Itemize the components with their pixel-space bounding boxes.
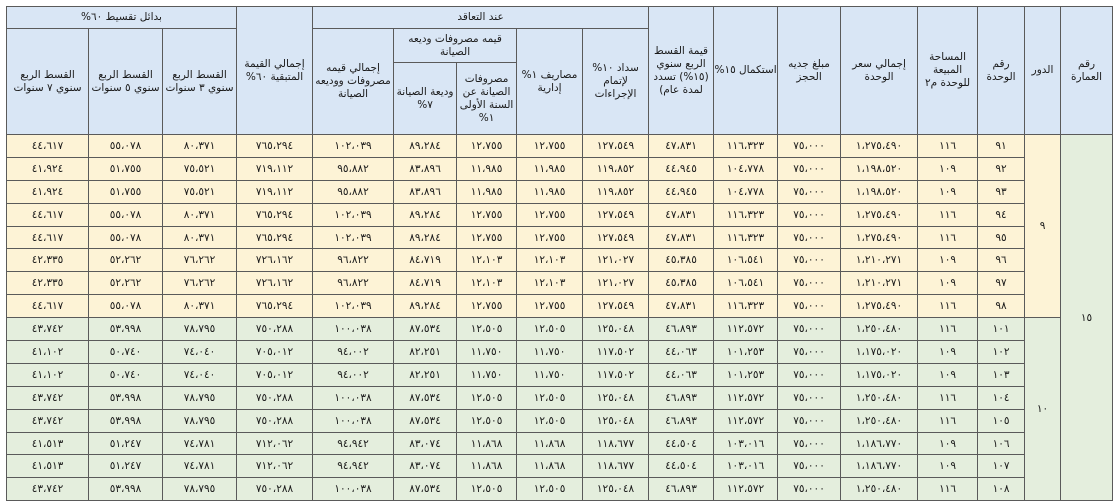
table-cell: ١١،٩٨٥ [517, 180, 583, 203]
header-area: المساحة المبيعة للوحدة م٢ [918, 7, 978, 135]
table-cell: ٧٥،٠٠٠ [778, 409, 841, 432]
table-cell: ٥٥،٠٧٨ [89, 135, 163, 158]
table-cell: ٧٥،٠٠٠ [778, 180, 841, 203]
table-row [7, 295, 1113, 318]
table-cell: ٤٦،٨٩٣ [649, 386, 714, 409]
table-cell: ١٢،٥٠٥ [517, 409, 583, 432]
table-cell: ٧٨،٧٩٥ [163, 386, 237, 409]
table-cell: ٤١،٥١٣ [7, 455, 89, 478]
table-cell: ٧٠٥،٠١٢ [237, 363, 313, 386]
table-cell: ١٠٩ [918, 249, 978, 272]
table-row [7, 272, 1113, 295]
table-cell: ٥٢،٢٦٢ [89, 249, 163, 272]
header-procedures-10: سداد ١٠% لإتمام الإجراءات [583, 29, 649, 135]
table-cell: ٤٣،٧٤٢ [7, 318, 89, 341]
table-cell: ٩٤،٠٠٢ [313, 363, 394, 386]
table-cell: ١،١٧٥،٠٢٠ [841, 341, 918, 364]
table-cell: ١٢،٥٠٥ [457, 386, 517, 409]
table-cell: ٤٤،٩٤٥ [649, 180, 714, 203]
table-cell: ٧٦،٢٦٢ [163, 249, 237, 272]
table-cell: ١٢،٧٥٥ [517, 135, 583, 158]
table-cell: ١٢١،٠٢٧ [583, 249, 649, 272]
table-cell: ١٠١،٢٥٣ [714, 341, 778, 364]
table-cell: ١٠٩ [918, 180, 978, 203]
table-cell: ١،٢٥٠،٤٨٠ [841, 386, 918, 409]
table-cell: ١١٦،٣٢٣ [714, 226, 778, 249]
table-cell: ١٢٥،٠٤٨ [583, 318, 649, 341]
table-cell: ٧٢٦،١٦٢ [237, 272, 313, 295]
table-cell: ١٠٠،٠٣٨ [313, 386, 394, 409]
table-cell: ١،٢٧٥،٤٩٠ [841, 295, 918, 318]
table-cell: ٥٣،٩٩٨ [89, 409, 163, 432]
table-cell: ١،١٨٦،٧٧٠ [841, 432, 918, 455]
table-cell: ١١٩،٨٥٢ [583, 180, 649, 203]
table-cell: ٤٤،٦١٧ [7, 135, 89, 158]
table-cell: ٥١،٢٤٧ [89, 455, 163, 478]
table-cell: ٩٦ [978, 249, 1025, 272]
table-cell: ٧٥،٠٠٠ [778, 203, 841, 226]
table-cell: ٨٩،٢٨٤ [394, 295, 457, 318]
header-floor: الدور [1025, 7, 1061, 135]
table-cell: ١٠٩ [918, 157, 978, 180]
table-cell: ٩٤،٩٤٢ [313, 455, 394, 478]
table-cell: ١١،٧٥٠ [457, 341, 517, 364]
table-cell: ٤٤،٩٤٥ [649, 157, 714, 180]
table-cell: ١١٦ [918, 386, 978, 409]
table-cell: ١١٦ [918, 203, 978, 226]
table-row [7, 409, 1113, 432]
header-inst-3y: القسط الربع سنوي ٣ سنوات [163, 29, 237, 135]
price-table-wrapper [6, 6, 1103, 501]
table-cell: ٧٨،٧٩٥ [163, 478, 237, 501]
table-cell: ٥٣،٩٩٨ [89, 478, 163, 501]
table-cell: ٧٤،٠٤٠ [163, 341, 237, 364]
table-cell: ٥٣،٩٩٨ [89, 386, 163, 409]
table-cell: ٧٥٠،٢٨٨ [237, 386, 313, 409]
table-cell: ١٠٤ [978, 386, 1025, 409]
table-row [7, 180, 1113, 203]
table-cell: ١٠٤،٧٧٨ [714, 157, 778, 180]
table-cell: ١٢،٧٥٥ [457, 295, 517, 318]
table-cell: ١٢،١٠٣ [457, 272, 517, 295]
table-cell: ١١٦ [918, 318, 978, 341]
table-cell: ١٢٥،٠٤٨ [583, 386, 649, 409]
table-cell: ٧٥،٠٠٠ [778, 386, 841, 409]
table-cell: ١١٢،٥٧٢ [714, 386, 778, 409]
table-cell: ٧٥،٠٠٠ [778, 226, 841, 249]
table-cell: ١٢،٥٠٥ [457, 478, 517, 501]
table-cell: ٨٠،٣٧١ [163, 295, 237, 318]
table-cell: ١١٨،٦٧٧ [583, 455, 649, 478]
table-cell: ٧١٢،٠٦٢ [237, 455, 313, 478]
table-cell: ١٠٩ [918, 432, 978, 455]
table-cell: ٤٣،٧٤٢ [7, 478, 89, 501]
table-cell: ١٢،٥٠٥ [517, 478, 583, 501]
table-row [7, 249, 1113, 272]
table-cell: ٨٣،٠٧٤ [394, 455, 457, 478]
table-cell: ٩٥ [978, 226, 1025, 249]
table-cell: ١٠٢،٠٣٩ [313, 295, 394, 318]
table-cell: ١١،٨٦٨ [517, 432, 583, 455]
table-cell: ٩٤ [978, 203, 1025, 226]
table-cell: ٧٥،٠٠٠ [778, 432, 841, 455]
header-alternatives-60: بدائل تقسيط ٦٠% [7, 7, 237, 29]
table-cell: ١٠٥ [978, 409, 1025, 432]
table-cell: ٤٢،٣٣٥ [7, 272, 89, 295]
table-cell: ١،٢١٠،٢٧١ [841, 249, 918, 272]
table-cell: ١٠٠،٠٣٨ [313, 409, 394, 432]
table-cell: ٩٦،٨٢٢ [313, 272, 394, 295]
table-cell: ٨٤،٧١٩ [394, 249, 457, 272]
table-cell: ١٠٢،٠٣٩ [313, 203, 394, 226]
table-cell: ١٢،٥٠٥ [457, 409, 517, 432]
table-cell: ١١٢،٥٧٢ [714, 478, 778, 501]
table-cell: ٧٥،٠٠٠ [778, 272, 841, 295]
table-cell: ٤٤،٠٦٣ [649, 341, 714, 364]
table-cell: ٥٠،٧٤٠ [89, 341, 163, 364]
table-cell: ١،٢١٠،٢٧١ [841, 272, 918, 295]
table-cell: ١٢،٧٥٥ [517, 226, 583, 249]
header-maint-deposit-7: وديعة الصيانة ٧% [394, 63, 457, 135]
table-cell: ١٠١،٢٥٣ [714, 363, 778, 386]
header-total-maint: إجمالي قيمه مصروفات ووديعه الصيانة [313, 29, 394, 135]
table-cell: ٧٥،٠٠٠ [778, 478, 841, 501]
table-cell: ٩٣ [978, 180, 1025, 203]
table-row [7, 341, 1113, 364]
table-cell: ١٠٩ [918, 455, 978, 478]
table-cell: ٧٨،٧٩٥ [163, 318, 237, 341]
table-cell: ١،٢٧٥،٤٩٠ [841, 226, 918, 249]
header-maint-group: قيمه مصروفات وديعه الصيانة [394, 29, 517, 63]
table-cell: ٥٥،٠٧٨ [89, 295, 163, 318]
table-row [7, 318, 1113, 341]
table-cell: ١٠٣،٠١٦ [714, 432, 778, 455]
table-cell: ٥٣،٩٩٨ [89, 318, 163, 341]
table-cell: ١١٢،٥٧٢ [714, 409, 778, 432]
table-cell: ١١٦،٣٢٣ [714, 295, 778, 318]
table-cell: ٩٦،٨٢٢ [313, 249, 394, 272]
table-cell: ١١٩،٨٥٢ [583, 157, 649, 180]
header-at-contract: عند التعاقد [313, 7, 649, 29]
table-cell: ١١٦ [918, 135, 978, 158]
table-cell: ٧٦٥،٢٩٤ [237, 226, 313, 249]
table-cell: ٩٥،٨٨٢ [313, 180, 394, 203]
table-cell: ١١،٧٥٠ [457, 363, 517, 386]
header-complete-15: استكمال ١٥% [714, 7, 778, 135]
table-cell: ٧٥،٠٠٠ [778, 341, 841, 364]
table-cell: ٧٥،٥٢١ [163, 180, 237, 203]
table-cell: ١٢٧،٥٤٩ [583, 226, 649, 249]
table-cell: ٤٣،٧٤٢ [7, 386, 89, 409]
table-cell: ٧٢٦،١٦٢ [237, 249, 313, 272]
table-cell: ٤٢،٣٣٥ [7, 249, 89, 272]
table-cell: ٨٠،٣٧١ [163, 203, 237, 226]
table-cell: ٨٩،٢٨٤ [394, 135, 457, 158]
table-cell: ٨٤،٧١٩ [394, 272, 457, 295]
table-cell: ١٢٥،٠٤٨ [583, 409, 649, 432]
table-cell: ١،٢٥٠،٤٨٠ [841, 409, 918, 432]
table-row [7, 226, 1113, 249]
table-cell: ٤٧،٨٣١ [649, 135, 714, 158]
table-cell: ٩١ [978, 135, 1025, 158]
table-cell: ١،١٩٨،٥٢٠ [841, 180, 918, 203]
header-total-remaining-60: إجمالي القيمة المتبقية ٦٠% [237, 7, 313, 135]
table-cell: ١١٦ [918, 478, 978, 501]
floor-cell: ٩ [1025, 135, 1061, 318]
table-cell: ٧١٢،٠٦٢ [237, 432, 313, 455]
table-cell: ٤٧،٨٣١ [649, 295, 714, 318]
table-row [7, 363, 1113, 386]
table-cell: ١٢،٧٥٥ [457, 226, 517, 249]
table-cell: ٤٤،٦١٧ [7, 226, 89, 249]
table-cell: ١٢٧،٥٤٩ [583, 295, 649, 318]
table-cell: ١١٨،٦٧٧ [583, 432, 649, 455]
table-cell: ١١٦ [918, 409, 978, 432]
table-cell: ٤١،٩٢٤ [7, 180, 89, 203]
table-row [7, 157, 1113, 180]
table-cell: ١٠٩ [918, 341, 978, 364]
table-cell: ٩٨ [978, 295, 1025, 318]
table-cell: ٤٣،٧٤٢ [7, 409, 89, 432]
table-body [7, 135, 1113, 501]
table-cell: ١٠٧ [978, 455, 1025, 478]
table-cell: ١٢٧،٥٤٩ [583, 203, 649, 226]
table-cell: ٧١٩،١١٢ [237, 157, 313, 180]
table-cell: ١٢١،٠٢٧ [583, 272, 649, 295]
table-cell: ١١٦ [918, 295, 978, 318]
table-cell: ٤٤،٦١٧ [7, 203, 89, 226]
table-cell: ٤١،١٠٢ [7, 341, 89, 364]
building-number-cell: ١٥ [1061, 135, 1113, 501]
header-total-price: إجمالي سعر الوحدة [841, 7, 918, 135]
table-cell: ١٠٣،٠١٦ [714, 455, 778, 478]
header-inst-7y: القسط الربع سنوي ٧ سنوات [7, 29, 89, 135]
header-quarter-installment: قيمة القسط الربع سنوي (١٥%) تسدد لمدة عام) [649, 7, 714, 135]
table-cell: ٧٦٥،٢٩٤ [237, 135, 313, 158]
table-cell: ١٠١ [978, 318, 1025, 341]
table-cell: ٧٠٥،٠١٢ [237, 341, 313, 364]
table-cell: ٧٥،٠٠٠ [778, 318, 841, 341]
table-cell: ١١،٨٦٨ [457, 432, 517, 455]
table-cell: ٩٤،٩٤٢ [313, 432, 394, 455]
table-cell: ٥٥،٠٧٨ [89, 226, 163, 249]
table-cell: ٧٨،٧٩٥ [163, 409, 237, 432]
table-cell: ٤١،١٠٢ [7, 363, 89, 386]
table-cell: ١١،٧٥٠ [517, 363, 583, 386]
table-cell: ٤٥،٣٨٥ [649, 249, 714, 272]
table-cell: ٥٢،٢٦٢ [89, 272, 163, 295]
table-cell: ٥١،٢٤٧ [89, 432, 163, 455]
table-cell: ١٠٠،٠٣٨ [313, 478, 394, 501]
table-cell: ١٠٤،٧٧٨ [714, 180, 778, 203]
floor-cell: ١٠ [1025, 318, 1061, 501]
table-cell: ٧٥،٠٠٠ [778, 249, 841, 272]
table-cell: ٤٥،٣٨٥ [649, 272, 714, 295]
table-cell: ٥٥،٠٧٨ [89, 203, 163, 226]
table-cell: ٩٧ [978, 272, 1025, 295]
table-cell: ١٠٢،٠٣٩ [313, 226, 394, 249]
table-cell: ١٠٦،٥٤١ [714, 249, 778, 272]
table-cell: ١٠٨ [978, 478, 1025, 501]
table-row [7, 386, 1113, 409]
table-cell: ٧٦٥،٢٩٤ [237, 203, 313, 226]
table-cell: ١١٦ [918, 226, 978, 249]
table-cell: ١٠٢،٠٣٩ [313, 135, 394, 158]
table-cell: ٤٤،٠٦٣ [649, 363, 714, 386]
table-cell: ١٢،١٠٣ [457, 249, 517, 272]
table-cell: ٥١،٧٥٥ [89, 157, 163, 180]
table-cell: ٨٣،٨٩٦ [394, 157, 457, 180]
table-cell: ٧٥٠،٢٨٨ [237, 318, 313, 341]
table-cell: ١١،٩٨٥ [517, 157, 583, 180]
table-cell: ٤٦،٨٩٣ [649, 318, 714, 341]
table-cell: ٨٧،٥٣٤ [394, 386, 457, 409]
table-cell: ٧١٩،١١٢ [237, 180, 313, 203]
table-cell: ٨٢،٢٥١ [394, 341, 457, 364]
table-cell: ٨٠،٣٧١ [163, 226, 237, 249]
table-row [7, 455, 1113, 478]
table-row [7, 432, 1113, 455]
table-cell: ١٠٣ [978, 363, 1025, 386]
table-cell: ١،١٧٥،٠٢٠ [841, 363, 918, 386]
table-cell: ١،٢٧٥،٤٩٠ [841, 135, 918, 158]
header-booking: مبلغ جديه الحجز [778, 7, 841, 135]
table-cell: ٤١،٥١٣ [7, 432, 89, 455]
table-row [7, 203, 1113, 226]
table-cell: ١١٧،٥٠٢ [583, 341, 649, 364]
table-cell: ١١٧،٥٠٢ [583, 363, 649, 386]
table-cell: ١٢،٥٠٥ [517, 386, 583, 409]
table-cell: ٤٦،٨٩٣ [649, 478, 714, 501]
table-cell: ١١،٨٦٨ [457, 455, 517, 478]
table-cell: ٨٠،٣٧١ [163, 135, 237, 158]
header-building-no: رقم العمارة [1061, 7, 1113, 135]
table-cell: ٤٤،٥٠٤ [649, 455, 714, 478]
table-cell: ٧٥،٠٠٠ [778, 135, 841, 158]
table-cell: ٧٥،٠٠٠ [778, 363, 841, 386]
table-cell: ١١٦،٣٢٣ [714, 135, 778, 158]
table-cell: ١٢،١٠٣ [517, 272, 583, 295]
table-cell: ١٠٩ [918, 272, 978, 295]
table-cell: ٨٣،٨٩٦ [394, 180, 457, 203]
table-cell: ١٢،٥٠٥ [457, 318, 517, 341]
table-cell: ٤٧،٨٣١ [649, 226, 714, 249]
table-cell: ٤٦،٨٩٣ [649, 409, 714, 432]
table-cell: ٨٧،٥٣٤ [394, 478, 457, 501]
table-cell: ٨٣،٠٧٤ [394, 432, 457, 455]
table-cell: ١٢،٧٥٥ [517, 203, 583, 226]
table-cell: ٨٧،٥٣٤ [394, 318, 457, 341]
table-row [7, 135, 1113, 158]
header-unit-no: رقم الوحدة [978, 7, 1025, 135]
table-cell: ٩٥،٨٨٢ [313, 157, 394, 180]
table-cell: ١١،٨٦٨ [517, 455, 583, 478]
table-cell: ٧٥٠،٢٨٨ [237, 409, 313, 432]
table-cell: ٧٤،٠٤٠ [163, 363, 237, 386]
table-cell: ٧٤،٧٨١ [163, 455, 237, 478]
table-cell: ١٠٠،٠٣٨ [313, 318, 394, 341]
header-inst-5y: القسط الربع سنوي ٥ سنوات [89, 29, 163, 135]
table-cell: ١١٢،٥٧٢ [714, 318, 778, 341]
table-cell: ١٠٩ [918, 363, 978, 386]
table-cell: ١٢٧،٥٤٩ [583, 135, 649, 158]
table-cell: ٨٩،٢٨٤ [394, 226, 457, 249]
table-cell: ١٠٦،٥٤١ [714, 272, 778, 295]
table-cell: ١٢،٧٥٥ [457, 135, 517, 158]
table-cell: ١،٢٧٥،٤٩٠ [841, 203, 918, 226]
table-cell: ٩٤،٠٠٢ [313, 341, 394, 364]
table-cell: ١٢،١٠٣ [517, 249, 583, 272]
table-cell: ٧٥٠،٢٨٨ [237, 478, 313, 501]
table-cell: ٤١،٩٢٤ [7, 157, 89, 180]
table-cell: ٧٥،٠٠٠ [778, 455, 841, 478]
table-cell: ١،٢٥٠،٤٨٠ [841, 318, 918, 341]
table-cell: ٨٩،٢٨٤ [394, 203, 457, 226]
unit-price-table [6, 6, 1113, 501]
table-cell: ١٢٥،٠٤٨ [583, 478, 649, 501]
table-cell: ١٢،٥٠٥ [517, 318, 583, 341]
table-cell: ١،١٨٦،٧٧٠ [841, 455, 918, 478]
table-cell: ٤٤،٥٠٤ [649, 432, 714, 455]
table-cell: ٧٥،٠٠٠ [778, 157, 841, 180]
table-cell: ١٠٦ [978, 432, 1025, 455]
table-cell: ١،٢٥٠،٤٨٠ [841, 478, 918, 501]
header-maint-exp-1: مصروفات الصيانة عن السنة الأولى ١% [457, 63, 517, 135]
header-admin-1: مصاريف ١% إدارية [517, 29, 583, 135]
table-cell: ٨٢،٢٥١ [394, 363, 457, 386]
table-cell: ١٠٢ [978, 341, 1025, 364]
table-cell: ٧٥،٠٠٠ [778, 295, 841, 318]
table-cell: ٥٠،٧٤٠ [89, 363, 163, 386]
table-cell: ١٢،٧٥٥ [457, 203, 517, 226]
table-cell: ٧٦،٢٦٢ [163, 272, 237, 295]
table-cell: ٧٦٥،٢٩٤ [237, 295, 313, 318]
table-row [7, 478, 1113, 501]
table-cell: ٨٧،٥٣٤ [394, 409, 457, 432]
table-cell: ١١،٧٥٠ [517, 341, 583, 364]
table-cell: ٤٤،٦١٧ [7, 295, 89, 318]
table-cell: ٥١،٧٥٥ [89, 180, 163, 203]
table-cell: ٩٢ [978, 157, 1025, 180]
table-cell: ١،١٩٨،٥٢٠ [841, 157, 918, 180]
table-cell: ٤٧،٨٣١ [649, 203, 714, 226]
table-cell: ٧٥،٥٢١ [163, 157, 237, 180]
table-cell: ١١،٩٨٥ [457, 157, 517, 180]
table-cell: ١١٦،٣٢٣ [714, 203, 778, 226]
table-cell: ١٢،٧٥٥ [517, 295, 583, 318]
table-cell: ٧٤،٧٨١ [163, 432, 237, 455]
table-cell: ١١،٩٨٥ [457, 180, 517, 203]
